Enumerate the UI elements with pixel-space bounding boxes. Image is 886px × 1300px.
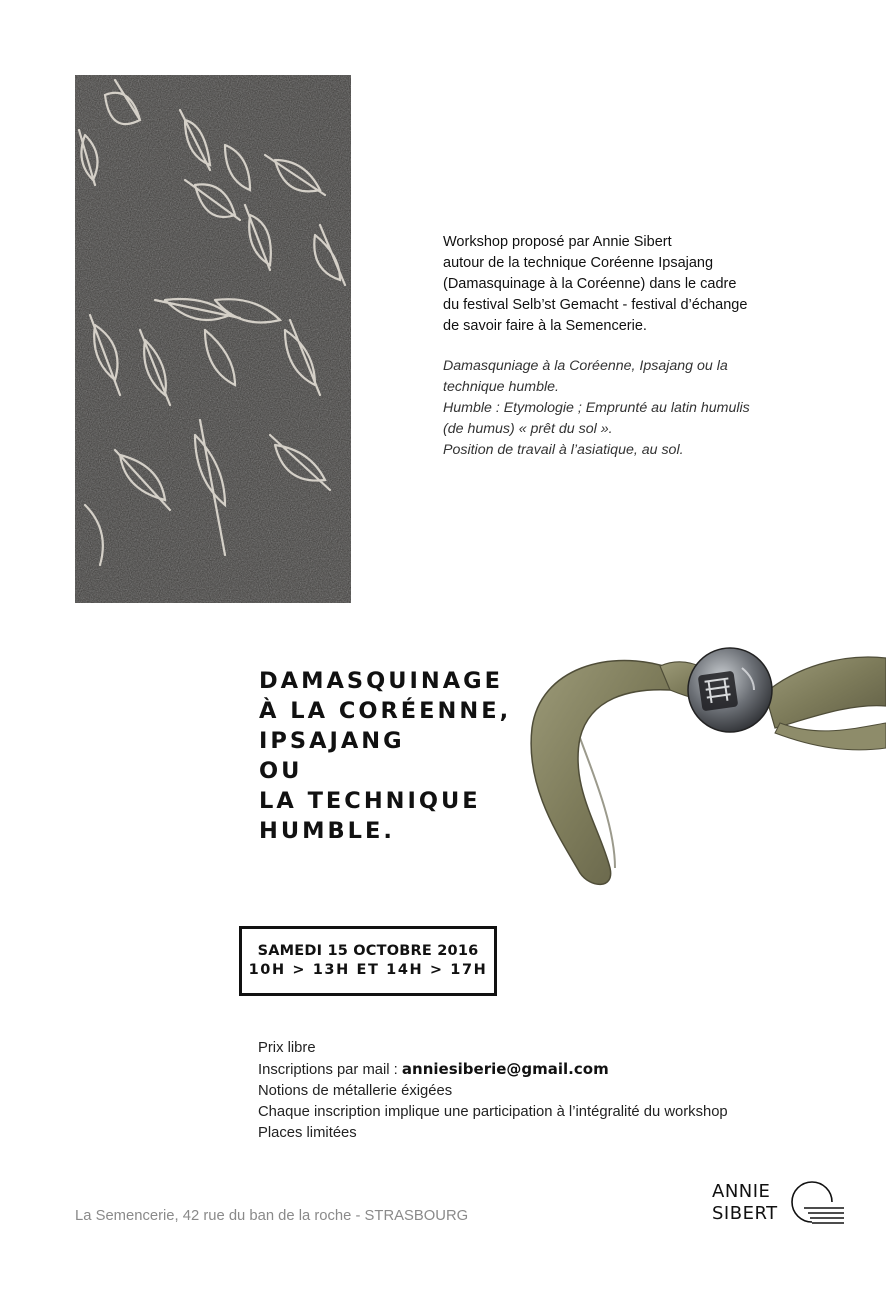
notes-line: Humble : Etymologie ; Emprunté au latin humulis bbox=[443, 400, 750, 416]
logo-line-2: SIBERT bbox=[712, 1203, 778, 1224]
event-date-box bbox=[239, 926, 497, 996]
intro-line: Workshop proposé par Annie Sibert bbox=[443, 234, 672, 250]
registration-line bbox=[258, 1059, 838, 1081]
price-text: Prix libre bbox=[258, 1040, 316, 1056]
notes-line: technique humble. bbox=[443, 379, 559, 395]
venue-address: La Semencerie, 42 rue du ban de la roche - STRASBOURG bbox=[75, 1208, 469, 1224]
notes-text bbox=[443, 356, 811, 461]
title-line: À LA CORÉENNE, bbox=[259, 698, 512, 724]
logo-sun-icon bbox=[784, 1180, 846, 1230]
workshop-title bbox=[259, 666, 559, 846]
bronze-ribbon-bead-photo bbox=[520, 628, 886, 890]
event-hours: 10H > 13H ET 14H > 17H bbox=[248, 962, 488, 978]
notes-line: (de humus) « prêt du sol ». bbox=[443, 421, 613, 437]
intro-line: de savoir faire à la Semencerie. bbox=[443, 318, 647, 334]
title-line: HUMBLE. bbox=[259, 818, 395, 844]
practical-info bbox=[258, 1038, 838, 1144]
notes-line: Position de travail à l’asiatique, au sol. bbox=[443, 442, 684, 458]
notes-line: Damasquniage à la Coréenne, Ipsajang ou la bbox=[443, 358, 728, 374]
commitment-text: Chaque inscription implique une participation à l’intégralité du workshop bbox=[258, 1104, 728, 1120]
registration-label: Inscriptions par mail : bbox=[258, 1062, 402, 1078]
intro-line: autour de la technique Coréenne Ipsajang bbox=[443, 255, 714, 271]
logo-line-1: ANNIE bbox=[712, 1181, 771, 1202]
registration-email-link[interactable]: anniesiberie@gmail.com bbox=[401, 1060, 609, 1078]
title-line: IPSAJANG bbox=[259, 728, 405, 754]
title-line: OU bbox=[259, 758, 303, 784]
requirement-text: Notions de métallerie éxigées bbox=[258, 1083, 453, 1099]
intro-line: (Damasquinage à la Coréenne) dans le cadre bbox=[443, 276, 737, 292]
intro-text bbox=[443, 232, 811, 337]
title-line: LA TECHNIQUE bbox=[259, 788, 481, 814]
intro-line: du festival Selb’st Gemacht - festival d’échange bbox=[443, 297, 748, 313]
title-line: DAMASQUINAGE bbox=[259, 668, 503, 694]
event-date: SAMEDI 15 OCTOBRE 2016 bbox=[257, 943, 479, 959]
engraved-leaves-photo bbox=[75, 75, 351, 603]
annie-sibert-logo bbox=[712, 1180, 852, 1230]
places-text: Places limitées bbox=[258, 1125, 357, 1141]
